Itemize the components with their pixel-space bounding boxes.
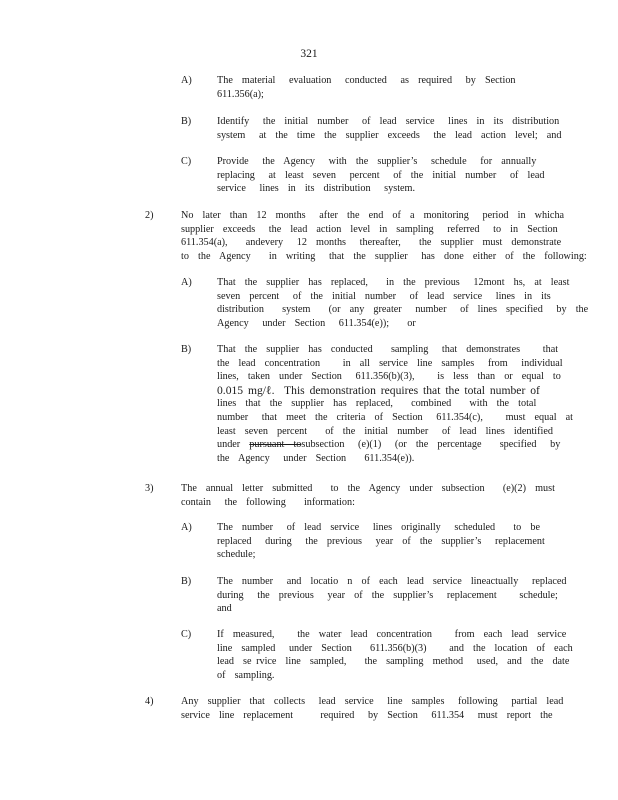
item-text [217,155,543,196]
text-line: Identify the initial number of lead service lines in its distribution [217,116,560,127]
text-line: of sampling. [217,669,275,681]
text-line: Any supplier that collects lead service line samples following partial lead [181,696,564,707]
text-line: line sampled under Section 611.356(b)(3) and the location of each [217,642,573,654]
item-text [217,115,562,142]
item-label: A) [181,522,192,533]
text-line: under pursuant tosubsection (e)(1) (or the percentage specified by [217,439,561,451]
item-label: B) [181,576,192,587]
text-line: schedule; [217,549,256,561]
item-label: C) [181,629,192,640]
item-text [181,695,564,722]
text-line: lines, taken under Section 611.356(b)(3), is less than or equal to [217,371,561,383]
text-line: The number of lead service lines originally scheduled to be [217,522,540,533]
text-line: and [217,603,232,615]
text-line: contain the following information: [181,496,355,508]
text-line: If measured, the water lead concentration from each lead service [217,629,567,640]
text-line: The number and locatio n of each lead service lineactually replaced [217,576,567,587]
item-text [181,209,587,263]
text-line: replacing at least seven percent of the initial number of lead [217,169,545,181]
text-line: replaced during the previous year of the supplier’s replacement [217,535,545,547]
text-line: service line replacement required by Section 611.354 must report the [181,709,553,721]
text-line: service lines in its distribution system. [217,183,416,195]
text-line: Provide the Agency with the supplier’s schedule for annually [217,156,537,167]
page-number: 321 [300,48,318,60]
item-label: B) [181,344,192,355]
text-line: distribution system (or any greater number of lines specified by the [217,304,589,316]
text-line: the lead concentration in all service line samples from individual [217,357,563,369]
struck-text: pursuant to [249,439,302,451]
item-text [217,276,589,330]
item-label: 2) [145,210,154,221]
item-text [217,74,543,101]
text-line: That the supplier has conducted sampling that demonstrates that [217,344,559,355]
text-line: system at the time the supplier exceeds the lead action level; and [217,129,562,141]
text-line: lead se rvice line sampled, the sampling method used, and the date [217,656,570,668]
text-line: No later than 12 months after the end of a monitoring period in whicha [181,210,565,221]
text-line: number that meet the criteria of Section 611.354(c), must equal at [217,411,574,423]
text-line: 0.015 mg/ℓ. This demonstration requires that the total number of [217,383,540,397]
item-text [217,628,573,682]
text-line: supplier exceeds the lead action level in sampling referred to in Section [181,223,558,235]
item-label: A) [181,75,192,86]
item-label: B) [181,116,192,127]
text-line: 611.354(a), andevery 12 months thereafter, the supplier must demonstrate [181,237,562,249]
item-label: C) [181,156,192,167]
text-line: least seven percent of the initial number of lead lines identified [217,425,553,437]
text-line: lines that the supplier has replaced, combined with the total [217,398,537,410]
text-line: the Agency under Section 611.354(e)). [217,452,415,464]
item-label: 4) [145,696,154,707]
text-line: 611.356(a); [217,88,264,100]
text-line: The material evaluation conducted as required by Section [217,75,516,86]
item-text [217,343,574,465]
item-text [217,521,543,562]
item-text [217,575,567,616]
item-label: 3) [145,483,154,494]
text-line: to the Agency in writing that the supplier has done either of the following: [181,250,587,262]
text-line: Agency under Section 611.354(e)); or [217,317,416,329]
text-line: The annual letter submitted to the Agency under subsection (e)(2) must [181,483,555,494]
text-line: That the supplier has replaced, in the previous 12mont hs, at least [217,277,570,288]
item-text [181,482,555,509]
text-line: seven percent of the initial number of lead service lines in its [217,290,551,302]
text-line: during the previous year of the supplier’s replacement schedule; [217,589,558,601]
item-label: A) [181,277,192,288]
